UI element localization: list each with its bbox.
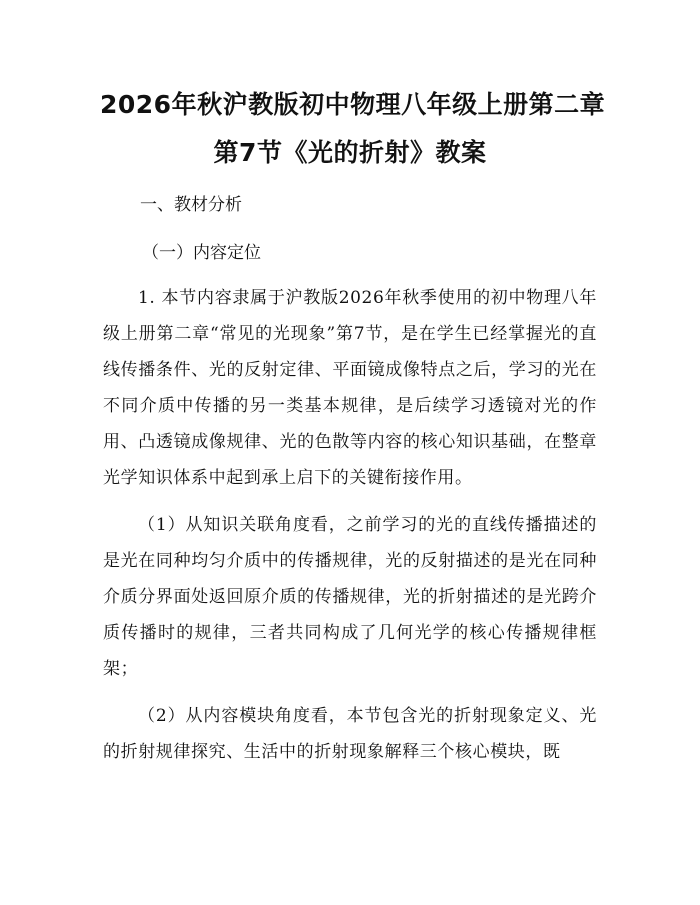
section-heading: 一、教材分析 [140,195,242,215]
body-paragraph-3: （2）从内容模块角度看，本节包含光的折射现象定义、光的折射规律探究、生活中的折射现象解释三个核心模块，既 [103,706,597,762]
document-title-line-2: 第7节《光的折射》教案 [213,138,487,167]
body-paragraph-2: （1）从知识关联角度看，之前学习的光的直线传播描述的是光在同种均匀介质中的传播规律，光的反射描述的是光在同种介质分界面处返回原介质的传播规律，光的折射描述的是光跨介质传播时的规律，三者共同构成了几何光学的核心传播规律框架； [103,515,597,679]
body-paragraph-1: 1. 本节内容隶属于沪教版2026年秋季使用的初中物理八年级上册第二章“常见的光现象”第7节，是在学生已经掌握光的直线传播条件、光的反射定律、平面镜成像特点之后，学习的光在不同介质中传播的另一类基本规律，是后续学习透镜对光的作用、凸透镜成像规律、光的色散等内容的核心知识基础，在整章光学知识体系中起到承上启下的关键衔接作用。 [103,288,597,488]
subsection-heading: （一）内容定位 [142,243,261,263]
document-title-line-1: 2026年秋沪教版初中物理八年级上册第二章 [100,90,606,119]
